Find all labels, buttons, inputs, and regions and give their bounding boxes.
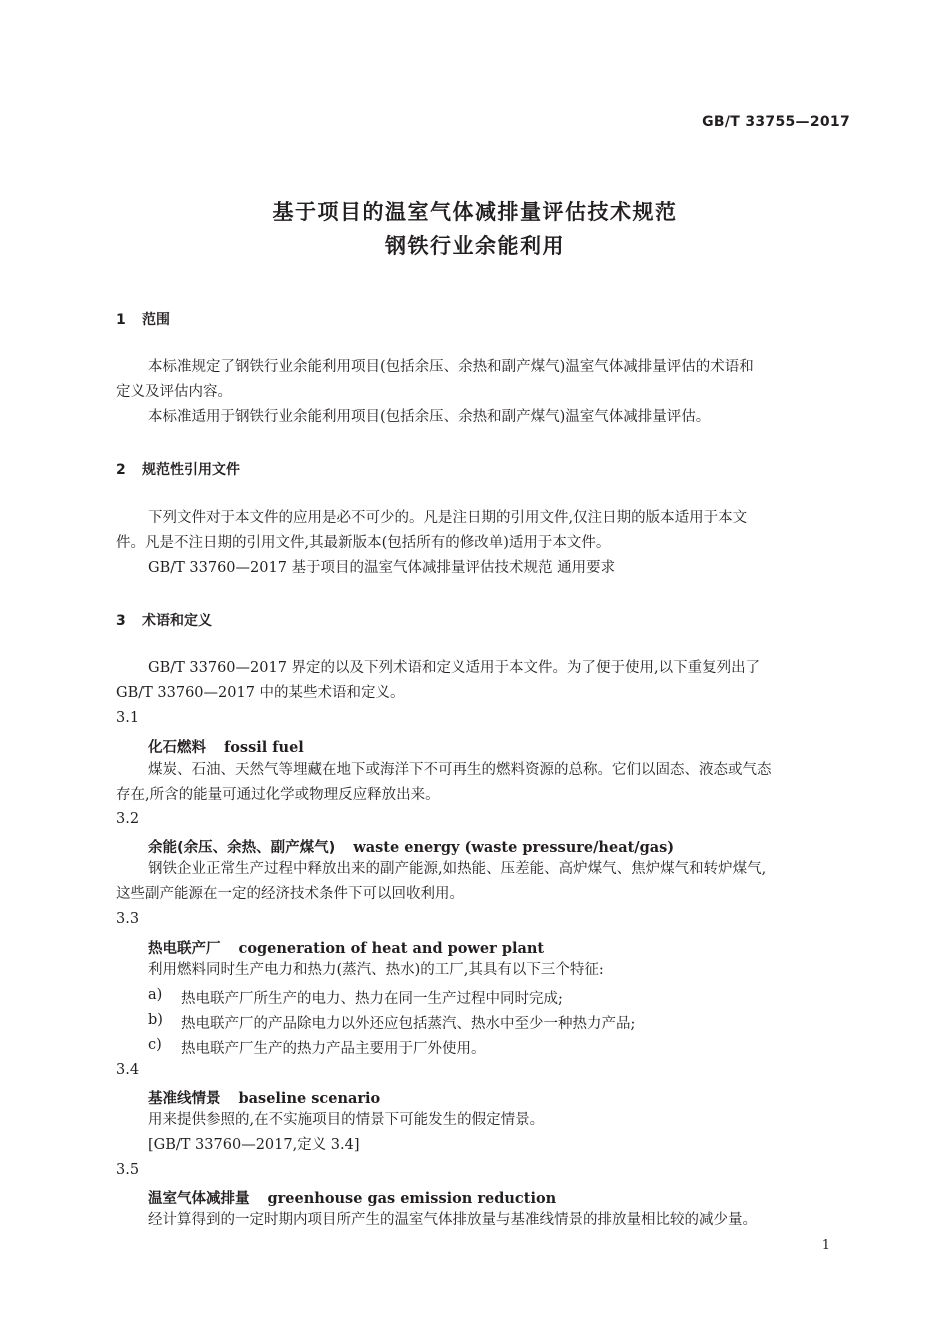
term-en: cogeneration of heat and power plant (238, 940, 545, 957)
page-number: 1 (821, 1238, 830, 1253)
standard-code: GB/T 33755—2017 (702, 114, 850, 130)
term-zh: 热电联产厂 (148, 941, 221, 957)
clause-number: 3.5 (116, 1162, 140, 1178)
term-heading (148, 1187, 556, 1208)
section-title: 术语和定义 (142, 613, 212, 629)
section-1-heading (116, 309, 170, 329)
normative-reference: GB/T 33760—2017 基于项目的温室气体减排量评估技术规范 通用要求 (148, 560, 616, 576)
clause-number: 3.4 (116, 1062, 140, 1078)
clause-number: 3.2 (116, 811, 140, 827)
term-zh: 化石燃料 (148, 740, 206, 756)
term-en: waste energy (waste pressure/heat/gas) (353, 839, 675, 856)
section-title: 范围 (142, 312, 170, 328)
term-zh: 温室气体减排量 (148, 1191, 250, 1207)
list-item-marker: a) (148, 987, 163, 1003)
section-number: 3 (116, 613, 126, 629)
section-title: 规范性引用文件 (142, 462, 240, 478)
section-3-heading (116, 610, 212, 630)
term-zh: 余能(余压、余热、副产煤气) (148, 840, 336, 856)
document-title: 基于项目的温室气体减排量评估技术规范 (272, 200, 678, 224)
term-en: fossil fuel (224, 739, 304, 756)
term-definition: 经计算得到的一定时期内项目所产生的温室气体排放量与基准线情景的排放量相比较的减少量。 (148, 1212, 757, 1228)
paragraph: GB/T 33760—2017 中的某些术语和定义。 (116, 685, 405, 701)
section-2-heading (116, 459, 240, 479)
term-definition: 这些副产能源在一定的经济技术条件下可以回收利用。 (116, 886, 464, 902)
term-en: greenhouse gas emission reduction (267, 1190, 557, 1207)
term-zh: 基准线情景 (148, 1091, 221, 1107)
term-heading (148, 736, 304, 757)
list-item: 热电联产厂生产的热力产品主要用于厂外使用。 (181, 1041, 486, 1057)
term-heading (148, 1087, 380, 1108)
paragraph: GB/T 33760—2017 界定的以及下列术语和定义适用于本文件。为了便于使用,以下重复列出了 (148, 660, 761, 676)
paragraph: 本标准规定了钢铁行业余能利用项目(包括余压、余热和副产煤气)温室气体减排量评估的术语和 (148, 359, 754, 375)
term-definition: 利用燃料同时生产电力和热力(蒸汽、热水)的工厂,其具有以下三个特征: (148, 962, 604, 978)
paragraph: 下列文件对于本文件的应用是必不可少的。凡是注日期的引用文件,仅注日期的版本适用于本文 (148, 510, 748, 526)
term-definition: 用来提供参照的,在不实施项目的情景下可能发生的假定情景。 (148, 1112, 545, 1128)
list-item: 热电联产厂的产品除电力以外还应包括蒸汽、热水中至少一种热力产品; (181, 1016, 636, 1032)
term-definition: 存在,所含的能量可通过化学或物理反应释放出来。 (116, 787, 440, 803)
term-heading (148, 937, 544, 958)
paragraph: 本标准适用于钢铁行业余能利用项目(包括余压、余热和副产煤气)温室气体减排量评估。 (148, 409, 711, 425)
list-item-marker: b) (148, 1012, 163, 1028)
clause-number: 3.3 (116, 911, 140, 927)
clause-number: 3.1 (116, 710, 140, 726)
list-item-marker: c) (148, 1037, 162, 1053)
paragraph: 件。凡是不注日期的引用文件,其最新版本(包括所有的修改单)适用于本文件。 (116, 535, 611, 551)
document-subtitle: 钢铁行业余能利用 (385, 234, 565, 258)
term-heading (148, 836, 674, 857)
term-definition: 煤炭、石油、天然气等埋藏在地下或海洋下不可再生的燃料资源的总称。它们以固态、液态或气态 (148, 762, 772, 778)
section-number: 2 (116, 462, 126, 478)
term-en: baseline scenario (238, 1090, 381, 1107)
term-source: [GB/T 33760—2017,定义 3.4] (148, 1137, 360, 1153)
list-item: 热电联产厂所生产的电力、热力在同一生产过程中同时完成; (181, 991, 563, 1007)
term-definition: 钢铁企业正常生产过程中释放出来的副产能源,如热能、压差能、高炉煤气、焦炉煤气和转炉煤气, (148, 861, 767, 877)
section-number: 1 (116, 312, 126, 328)
paragraph: 定义及评估内容。 (116, 384, 232, 400)
